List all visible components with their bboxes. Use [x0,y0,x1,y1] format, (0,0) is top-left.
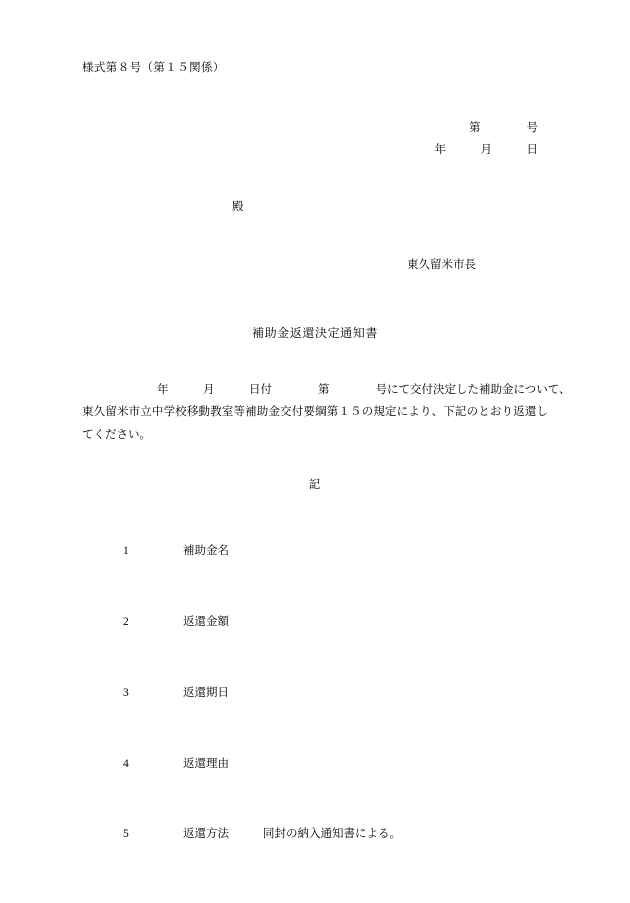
issuer-name: 東久留米市長 [407,258,476,271]
document-date-line: 年 月 日 [434,143,538,156]
list-item [82,738,548,790]
item-label: 返還金額 [183,616,229,629]
body-first-line: 年 月 日付 第 号にて交付決定した補助金について、 [157,383,571,396]
document-body [82,60,571,880]
item-number: 5 [123,828,129,841]
item-label: 補助金名 [183,545,229,558]
list-item [82,809,548,861]
list-item [82,526,548,578]
list-item [82,668,548,720]
document-number-block [82,118,548,162]
body-text [82,379,571,446]
item-label: 返還理由 [183,757,229,770]
item-number: 3 [123,686,129,699]
items-list [82,526,548,861]
page-title: 補助金返還決定通知書 [251,325,378,340]
item-number: 4 [123,757,129,770]
body-rest: 東久留米市立中学校移動教室等補助金交付要綱第１５の規定により、下記のとおり返還してください。 [82,406,548,441]
document-number-line: 第 号 [469,122,538,135]
item-number: 1 [123,545,129,558]
addressee-line: 殿 [232,200,244,213]
list-item [82,597,548,649]
item-number: 2 [123,616,129,629]
item-value: 同封の納入通知書による。 [263,828,401,841]
item-label: 返還方法 [183,828,229,841]
item-label: 返還期日 [183,686,229,699]
form-number: 様式第８号（第１５関係） [82,62,225,74]
ki-mark: 記 [308,479,322,492]
